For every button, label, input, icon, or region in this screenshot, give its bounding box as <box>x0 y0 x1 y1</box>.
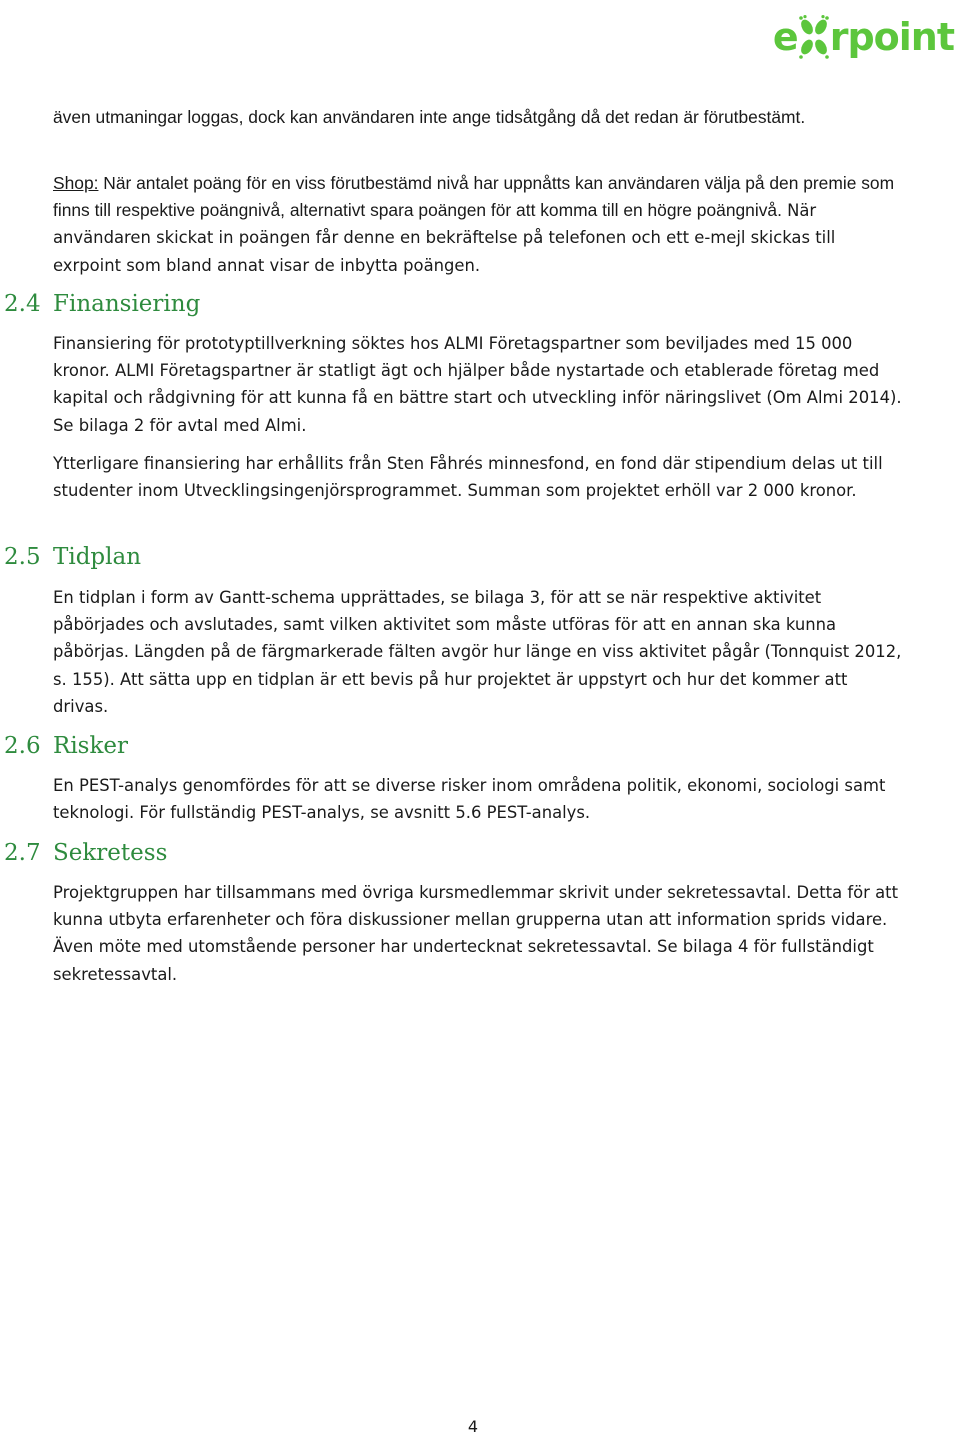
section-heading-2-4 <box>4 289 200 319</box>
page-number: 4 <box>467 1417 479 1436</box>
footprints-x-icon <box>796 15 832 59</box>
section-title: Risker <box>53 733 129 759</box>
intro-paragraph: även utmaningar loggas, dock kan användaren inte ange tidsåtgång då det redan är förutbestämt. <box>53 107 806 127</box>
logo-text-right: rpoint <box>829 15 954 59</box>
logo-wordmark <box>773 15 954 59</box>
section-number: 2.7 <box>4 840 41 866</box>
section-2-4-paragraph-1: Finansiering för prototyptillverkning söktes hos ALMI Företagspartner som beviljades med 15 000 kronor. ALMI Företagspartner är statligt ägt och hjälper både nystartade och etablerade företag med kapital och rådgivning för att kunna få en bättre start och utveckling inför näringslivet (Om Almi 2014). Se bilaga 2 för avtal med Almi. <box>53 334 902 435</box>
section-title: Sekretess <box>53 840 168 866</box>
section-title: Tidplan <box>53 544 142 570</box>
section-2-4-paragraph-2: Ytterligare finansiering har erhållits från Sten Fåhrés minnesfond, en fond där stipendium delas ut till studenter inom Utvecklingsingenjörsprogrammet. Summan som projektet erhöll var 2 000 kronor. <box>53 454 883 501</box>
section-2-5-paragraph-1: En tidplan i form av Gantt-schema upprättades, se bilaga 3, för att se när respektive aktivitet påbörjades och avslutades, samt vilken aktivitet som måste utföras för att en annan ska kunna påbörjas. Längden på de färgmarkerade fälten avgör hur länge en viss aktivitet pågår (Tonnquist 2012, s. 155). Att sätta upp en tidplan är ett bevis på hur projektet är uppstyrt och hur det kommer att drivas. <box>53 588 902 716</box>
section-title: Finansiering <box>53 291 201 317</box>
shop-body-1: När antalet poäng för en viss förutbestämd nivå har uppnåtts kan användaren välja på den premie som finns till respektive poängnivå, alternativt spara poängen för att komma till en högre poängnivå. <box>53 173 895 221</box>
shop-label: Shop: <box>53 173 99 193</box>
shop-paragraph <box>53 170 903 279</box>
section-heading-2-5 <box>4 542 141 572</box>
section-heading-2-6 <box>4 731 128 761</box>
section-number: 2.5 <box>4 544 41 570</box>
section-number: 2.4 <box>4 291 41 317</box>
section-2-6-paragraph-1: En PEST-analys genomfördes för att se diverse risker inom områdena politik, ekonomi, sociologi samt teknologi. För fullständig PEST-analys, se avsnitt 5.6 PEST-analys. <box>53 776 886 823</box>
section-2-7-paragraph-1: Projektgruppen har tillsammans med övriga kursmedlemmar skrivit under sekretessavtal. Detta för att kunna utbyta erfarenheter och föra diskussioner mellan grupperna utan att information sprids vidare. Även möte med utomstående personer har undertecknat sekretessavtal. Se bilaga 4 för fullständigt sekretessavtal. <box>53 883 899 984</box>
section-number: 2.6 <box>4 733 41 759</box>
exrpoint-logo <box>773 4 954 70</box>
logo-text-left: e <box>772 15 798 59</box>
shop-body-2: När användaren skickat in poängen får denne en bekräftelse på telefonen och ett e-mejl skickas till exrpoint som bland annat visar de inbytta poängen. <box>53 201 836 275</box>
section-heading-2-7 <box>4 838 167 868</box>
